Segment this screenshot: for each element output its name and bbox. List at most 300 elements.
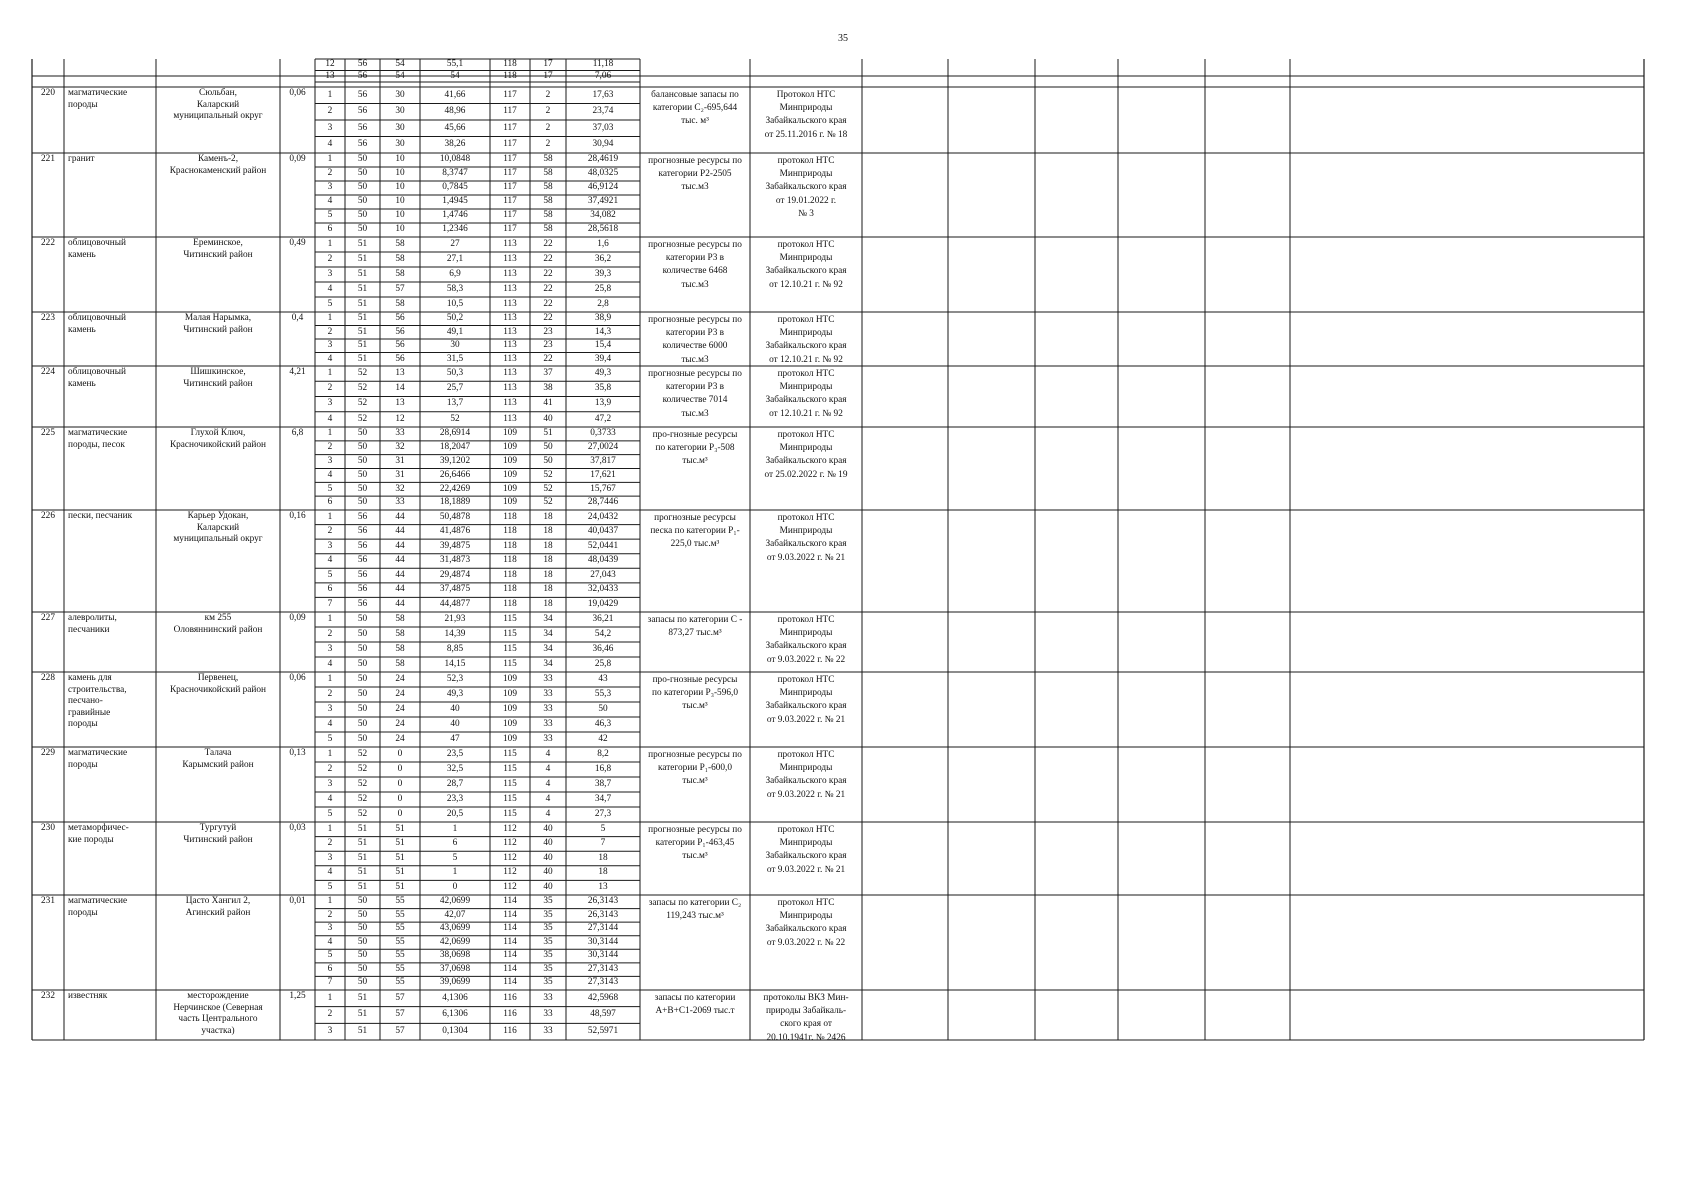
coord-cell: 13: [395, 367, 405, 378]
coord-cell: 33: [543, 1025, 553, 1036]
coord-cell: 4: [327, 469, 333, 480]
coord-cell: 15,767: [590, 483, 616, 494]
coord-cell: 10: [395, 196, 405, 207]
coord-cell: 37: [543, 367, 553, 378]
coord-cell: 0: [397, 793, 403, 804]
coord-cell: 51: [543, 428, 553, 439]
coord-cell: 2: [327, 526, 333, 537]
coord-cell: 31: [395, 455, 405, 466]
coord-cell: 54: [450, 70, 460, 81]
entry-number: 221: [41, 154, 55, 164]
protocol-reference: от 25.02.2022 г. № 19: [764, 469, 848, 480]
protocol-reference: Минприроды: [779, 763, 833, 774]
coord-cell: 42,0699: [439, 936, 471, 947]
coord-cell: 116: [503, 992, 517, 1003]
page-number: 35: [838, 33, 848, 44]
reserves-note: запасы по категории С₂: [648, 898, 742, 908]
coord-cell: 5: [327, 733, 333, 744]
coord-cell: 32,5: [446, 763, 464, 774]
coord-cell: 1: [452, 823, 458, 834]
coord-cell: 4: [327, 353, 333, 364]
coord-cell: 5: [327, 298, 333, 309]
coord-cell: 18: [598, 852, 608, 863]
coord-cell: 3: [327, 778, 333, 789]
coord-cell: 8,3747: [442, 168, 468, 179]
site-name: Каларский: [196, 522, 240, 533]
reserves-note: 225,0 тыс.м³: [670, 539, 720, 550]
coord-cell: 113: [503, 340, 517, 350]
mineral-type: алевролиты,: [68, 613, 117, 623]
coord-cell: 55: [395, 909, 405, 920]
coord-cell: 13: [395, 398, 405, 409]
coord-cell: 27,1: [446, 253, 464, 264]
coord-cell: 115: [503, 763, 517, 774]
protocol-reference: протоколы ВКЗ Мин-: [763, 993, 849, 1003]
site-name: Нерчинское (Северная: [173, 1002, 263, 1013]
coord-cell: 38,7: [594, 778, 612, 789]
coord-cell: 4: [545, 778, 551, 789]
coord-cell: 37,817: [590, 455, 616, 466]
entry-number: 220: [41, 88, 55, 98]
protocol-reference: от 9.03.2022 г. № 21: [766, 864, 846, 875]
coord-cell: 36,46: [592, 643, 614, 654]
mineral-type: облицовочный: [68, 238, 126, 248]
protocol-reference: Забайкальского края: [765, 341, 847, 352]
coord-cell: 3: [327, 643, 333, 654]
protocol-reference: от 9.03.2022 г. № 22: [766, 937, 846, 948]
coord-cell: 52: [543, 483, 553, 494]
coord-cell: 1,4945: [442, 196, 468, 207]
coord-cell: 56: [357, 511, 368, 522]
coord-cell: 1: [327, 992, 333, 1003]
coord-cell: 18,2047: [439, 442, 471, 452]
coord-cell: 23: [543, 340, 553, 350]
coord-cell: 51: [395, 867, 405, 878]
reserves-note: по категории Р₃-596,0: [652, 688, 738, 699]
coord-cell: 51: [357, 353, 368, 364]
protocol-reference: от 12.10.21 г. № 92: [769, 354, 843, 365]
coord-cell: 5: [327, 210, 333, 221]
protocol-reference: протокол НТС: [777, 315, 835, 325]
site-name: Глухой Ключ,: [190, 428, 246, 438]
coord-cell: 30: [395, 122, 405, 133]
coord-cell: 58: [395, 253, 405, 264]
coord-cell: 51: [357, 838, 368, 849]
coord-cell: 118: [503, 584, 517, 595]
coord-cell: 48,96: [444, 106, 466, 116]
coord-cell: 27,3144: [587, 923, 619, 934]
reserves-note: категории Р₁-600,0: [657, 763, 733, 774]
coord-cell: 1: [327, 367, 333, 378]
coord-cell: 114: [503, 896, 517, 907]
coord-cell: 5: [327, 808, 333, 819]
coord-cell: 50: [543, 455, 553, 466]
entry-number: 230: [41, 823, 55, 833]
entry-number: 223: [41, 313, 55, 323]
area-value: 0,01: [289, 896, 306, 906]
coord-cell: 28,7446: [587, 497, 619, 508]
coord-cell: 118: [503, 540, 517, 551]
coord-cell: 14,3: [594, 326, 612, 337]
coord-cell: 13,9: [594, 398, 612, 409]
coord-cell: 50: [357, 154, 368, 165]
coord-cell: 35: [543, 963, 553, 974]
protocol-reference: Минприроды: [779, 911, 833, 922]
coord-cell: 115: [503, 658, 517, 669]
reserves-note: 873,27 тыс.м³: [668, 628, 722, 639]
coord-cell: 14,15: [444, 658, 466, 669]
area-value: 0,4: [291, 313, 304, 323]
coord-cell: 39,0699: [439, 977, 471, 988]
mineral-type: камень: [68, 324, 96, 335]
coord-cell: 115: [503, 808, 517, 819]
coord-cell: 34,7: [594, 793, 612, 804]
coord-cell: 22: [543, 353, 553, 364]
coord-cell: 1: [327, 238, 333, 249]
area-value: 0,09: [289, 613, 306, 623]
coord-cell: 50: [357, 909, 368, 920]
coord-cell: 46,3: [594, 718, 612, 729]
coord-cell: 47: [450, 733, 460, 744]
coord-cell: 15,4: [594, 340, 612, 350]
coord-cell: 4: [327, 283, 333, 294]
coord-cell: 43: [598, 673, 608, 684]
coord-cell: 49,1: [446, 326, 464, 337]
coord-cell: 39,1202: [439, 455, 471, 466]
coord-cell: 118: [503, 569, 517, 580]
protocol-reference: от 19.01.2022 г.: [775, 195, 837, 206]
protocol-reference: протокол НТС: [777, 369, 835, 379]
site-name: Читинский район: [183, 834, 253, 845]
protocol-reference: Минприроды: [779, 328, 833, 339]
coord-cell: 51: [357, 283, 368, 294]
coord-cell: 28,5618: [587, 224, 619, 235]
area-value: 1,25: [289, 991, 306, 1001]
coord-cell: 1: [327, 154, 333, 165]
coord-cell: 30: [450, 340, 460, 350]
coord-cell: 118: [503, 70, 517, 81]
coord-cell: 26,3143: [587, 896, 619, 907]
coord-cell: 12: [325, 59, 335, 69]
reserves-note: количестве 6468: [662, 266, 728, 277]
coord-cell: 27,043: [590, 569, 616, 580]
coord-cell: 109: [503, 483, 517, 494]
coord-cell: 41: [543, 398, 553, 409]
coord-cell: 116: [503, 1009, 517, 1020]
coord-cell: 4: [327, 718, 333, 729]
reserves-note: тыс. м³: [681, 116, 709, 127]
coord-cell: 2: [327, 688, 333, 699]
coord-cell: 14: [395, 383, 405, 394]
coord-cell: 51: [395, 838, 405, 849]
coord-cell: 114: [503, 977, 517, 988]
coord-cell: 51: [357, 881, 368, 892]
coord-cell: 1,4746: [442, 210, 468, 221]
coord-cell: 6,9: [449, 268, 461, 279]
coord-cell: 6: [452, 838, 458, 849]
coord-cell: 117: [503, 154, 517, 165]
coord-cell: 17,63: [592, 89, 614, 100]
site-name: Агинский район: [185, 907, 251, 918]
coord-cell: 51: [357, 326, 368, 337]
coord-cell: 10,5: [446, 298, 464, 309]
reserves-note: прогнозные ресурсы по: [648, 369, 742, 379]
coord-cell: 50: [357, 224, 368, 235]
coord-cell: 30: [395, 89, 405, 100]
coord-cell: 109: [503, 455, 517, 466]
coord-cell: 22: [543, 268, 553, 279]
coord-cell: 1: [452, 867, 458, 878]
coord-cell: 22: [543, 253, 553, 264]
coord-cell: 13,7: [446, 398, 464, 409]
protocol-reference: Забайкальского края: [765, 776, 847, 787]
coord-cell: 0: [397, 763, 403, 774]
site-name: Каларский: [196, 99, 240, 110]
coord-cell: 7,06: [594, 70, 612, 81]
coord-cell: 113: [503, 326, 517, 337]
coord-cell: 42,0699: [439, 896, 471, 907]
site-name: Каменъ-2,: [197, 154, 239, 164]
mineral-type: облицовочный: [68, 367, 126, 377]
coord-cell: 57: [395, 1025, 405, 1036]
coord-cell: 0,3733: [590, 428, 616, 439]
coord-cell: 112: [503, 823, 517, 834]
coord-cell: 51: [395, 881, 405, 892]
coord-cell: 50: [357, 428, 368, 439]
protocol-reference: протокол НТС: [777, 430, 835, 440]
coord-cell: 25,7: [446, 383, 464, 394]
coord-cell: 52: [357, 763, 368, 774]
coord-cell: 51: [357, 1009, 368, 1020]
protocol-reference: протокол НТС: [777, 615, 835, 625]
coord-cell: 50: [357, 210, 368, 221]
coord-cell: 51: [357, 298, 368, 309]
coord-cell: 28,6914: [439, 428, 471, 439]
coord-cell: 115: [503, 793, 517, 804]
coord-cell: 23,3: [446, 793, 464, 804]
reserves-note: 119,243 тыс.м³: [666, 911, 724, 922]
coord-cell: 52,0441: [587, 540, 619, 551]
coord-cell: 114: [503, 909, 517, 920]
coord-cell: 0,1304: [442, 1025, 468, 1036]
coord-cell: 4: [545, 748, 551, 759]
coord-cell: 50: [357, 442, 368, 452]
reserves-note: тыс.м3: [681, 354, 709, 365]
mineral-type: породы, песок: [68, 439, 125, 450]
coord-cell: 28,4619: [587, 154, 619, 165]
coord-cell: 52: [357, 383, 368, 394]
coord-cell: 113: [503, 313, 517, 323]
coord-cell: 38,0698: [439, 950, 471, 961]
coord-cell: 37,03: [592, 122, 614, 133]
reserves-note: количестве 7014: [662, 395, 728, 406]
reserves-note: прогнозные ресурсы: [654, 513, 736, 523]
coord-cell: 117: [503, 182, 517, 193]
coord-cell: 112: [503, 867, 517, 878]
coord-cell: 56: [357, 106, 368, 116]
coord-cell: 58: [395, 613, 405, 624]
entry-number: 222: [41, 238, 55, 248]
coord-cell: 36,2: [594, 253, 612, 264]
coord-cell: 116: [503, 1025, 517, 1036]
coord-cell: 31: [395, 469, 405, 480]
coord-cell: 52: [357, 413, 368, 424]
coord-cell: 10: [395, 168, 405, 179]
coord-cell: 24: [395, 688, 405, 699]
reserves-note: про-гнозные ресурсы: [652, 675, 738, 685]
reserves-note: категории Р2-2505: [658, 169, 732, 180]
coord-cell: 52: [543, 497, 553, 508]
coord-cell: 1,6: [597, 238, 609, 249]
coord-cell: 115: [503, 613, 517, 624]
reserves-note: запасы по категории С -: [647, 615, 743, 625]
coord-cell: 50: [357, 923, 368, 934]
coord-cell: 26,3143: [587, 909, 619, 920]
coord-cell: 1: [327, 896, 333, 907]
coord-cell: 113: [503, 367, 517, 378]
coord-cell: 40: [543, 867, 553, 878]
coord-cell: 23: [543, 326, 553, 337]
coord-cell: 25,8: [594, 658, 612, 669]
coord-cell: 4: [327, 555, 333, 566]
coord-cell: 50: [357, 613, 368, 624]
coord-cell: 55: [395, 896, 405, 907]
site-name: участка): [201, 1025, 235, 1036]
coord-cell: 35: [543, 936, 553, 947]
coord-cell: 2: [327, 326, 333, 337]
coord-cell: 51: [357, 1025, 368, 1036]
coord-cell: 115: [503, 643, 517, 654]
coord-cell: 44: [395, 526, 405, 537]
site-name: Краснокаменский район: [169, 165, 267, 176]
coord-cell: 56: [357, 59, 368, 69]
coord-cell: 50: [357, 168, 368, 179]
coord-cell: 55: [395, 936, 405, 947]
coord-cell: 40: [543, 852, 553, 863]
site-name: Тургутуй: [199, 823, 237, 833]
coord-cell: 113: [503, 353, 517, 364]
site-name: Талача: [204, 748, 232, 758]
coord-cell: 117: [503, 168, 517, 179]
coord-cell: 10,0848: [439, 154, 471, 165]
coord-cell: 27,3: [594, 808, 612, 819]
coord-cell: 50: [357, 963, 368, 974]
coord-cell: 52: [357, 398, 368, 409]
coord-cell: 51: [357, 992, 368, 1003]
coord-cell: 57: [395, 1009, 405, 1020]
coord-cell: 34: [543, 643, 553, 654]
area-value: 0,13: [289, 748, 306, 758]
protocol-reference: Забайкальского края: [765, 924, 847, 935]
protocol-reference: № 3: [798, 208, 814, 219]
mineral-type: гранит: [68, 154, 95, 164]
coord-cell: 56: [357, 584, 368, 595]
coord-cell: 1: [327, 89, 333, 100]
coord-cell: 22: [543, 313, 553, 323]
coord-cell: 30: [395, 139, 405, 149]
mineral-type: кие породы: [68, 834, 114, 845]
coord-cell: 33: [543, 1009, 553, 1020]
coord-cell: 1: [327, 748, 333, 759]
protocol-reference: протокол НТС: [777, 898, 835, 908]
coord-cell: 113: [503, 268, 517, 279]
coord-cell: 50: [357, 733, 368, 744]
coord-cell: 40: [543, 881, 553, 892]
coord-cell: 44: [395, 555, 405, 566]
area-value: 0,06: [289, 88, 306, 98]
coord-cell: 109: [503, 442, 517, 452]
coord-cell: 57: [395, 283, 405, 294]
mineral-type: породы: [68, 759, 98, 770]
coord-cell: 50: [357, 196, 368, 207]
coord-cell: 51: [395, 823, 405, 834]
reserves-note: тыс.м³: [682, 851, 708, 862]
coord-cell: 117: [503, 89, 517, 100]
coord-cell: 2: [327, 628, 333, 639]
coord-cell: 44: [395, 584, 405, 595]
coord-cell: 50,3: [446, 367, 464, 378]
coord-cell: 32,0433: [587, 584, 619, 595]
coord-cell: 2,8: [597, 298, 609, 309]
protocol-reference: Забайкальского края: [765, 539, 847, 550]
coord-cell: 49,3: [446, 688, 464, 699]
coord-cell: 52: [450, 413, 460, 424]
coord-cell: 38: [543, 383, 553, 394]
coord-cell: 4: [545, 793, 551, 804]
coord-cell: 58: [395, 643, 405, 654]
reserves-note: запасы по категории: [654, 993, 736, 1003]
coord-cell: 112: [503, 852, 517, 863]
coord-cell: 58: [395, 268, 405, 279]
coord-cell: 50: [357, 718, 368, 729]
mineral-type: строительства,: [68, 684, 127, 695]
reserves-note: тыс.м3: [681, 182, 709, 193]
coord-cell: 33: [543, 703, 553, 714]
coord-cell: 55: [395, 950, 405, 961]
site-name: часть Центрального: [178, 1014, 258, 1024]
site-name: Цасто Хангил 2,: [185, 896, 251, 906]
coord-cell: 22: [543, 238, 553, 249]
coord-cell: 4: [327, 413, 333, 424]
coord-cell: 36,21: [592, 613, 614, 624]
entry-number: 229: [41, 748, 55, 758]
mineral-type: метаморфичес-: [68, 823, 129, 833]
coord-cell: 43,0699: [439, 923, 471, 934]
protocol-reference: Минприроды: [779, 838, 833, 849]
coord-cell: 2: [327, 1009, 333, 1020]
coord-cell: 50: [357, 936, 368, 947]
mineral-type: песчано-: [68, 696, 103, 706]
coord-cell: 56: [395, 340, 405, 350]
coord-cell: 23,74: [592, 106, 614, 116]
entry-number: 228: [41, 673, 55, 683]
protocol-reference: протокол НТС: [777, 240, 835, 250]
coord-cell: 109: [503, 733, 517, 744]
area-value: 0,16: [289, 511, 306, 521]
reserves-note: категории C₂-695,644: [652, 103, 738, 114]
coord-cell: 49,3: [594, 367, 612, 378]
coord-cell: 51: [357, 253, 368, 264]
entry-number: 232: [41, 991, 55, 1001]
coord-cell: 0: [397, 808, 403, 819]
coord-cell: 2: [327, 253, 333, 264]
protocol-reference: протокол НТС: [777, 675, 835, 685]
coord-cell: 22: [543, 298, 553, 309]
coord-cell: 113: [503, 283, 517, 294]
coord-cell: 30,3144: [587, 950, 619, 961]
site-name: Оловяннинский район: [173, 624, 263, 635]
coord-cell: 112: [503, 881, 517, 892]
